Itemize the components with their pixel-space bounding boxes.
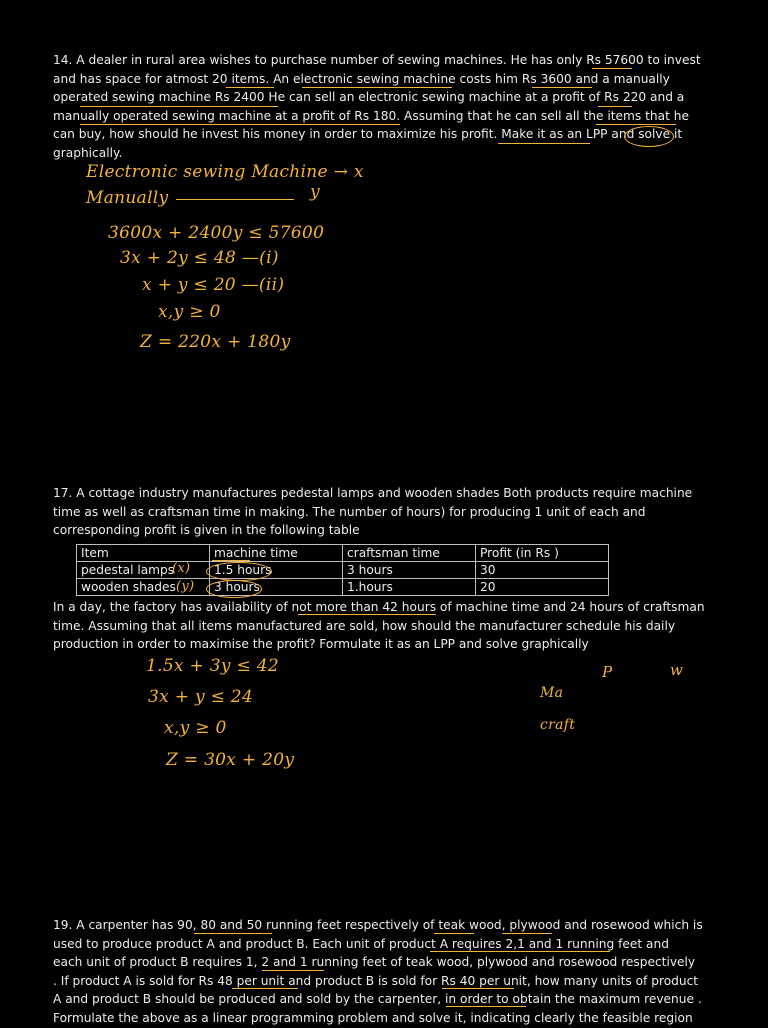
note-manually: Manually [86,188,169,208]
table-header-row [77,545,609,562]
table-cell: 30 [476,562,609,579]
note-craft: craft [540,717,576,733]
table-cell: wooden shades [77,579,210,596]
header-cell: Item [77,545,210,562]
q19-line: 19. A carpenter has 90, 80 and 50 running feet respectively of teak wood, plywood and rosewood which is [53,918,703,932]
table-row [77,579,609,596]
table-cell: 3 hours [343,562,476,579]
q17-line: production in order to maximise the profit? Formulate it as an LPP and solve graphically [53,637,589,652]
underline-mark [446,1006,526,1007]
non-negativity: x,y ≥ 0 [164,718,227,738]
question-17-intro [53,484,693,540]
objective-function: Z = 220x + 180y [140,332,291,352]
note-w: w [670,661,684,679]
note-p: P [602,663,613,681]
underline-mark [194,933,272,934]
question-17-outro [53,598,705,654]
constraint-ii: x + y ≤ 20 —(ii) [142,275,285,295]
underline-mark [596,124,676,125]
constraint-i: 3x + 2y ≤ 48 —(i) [120,248,279,268]
q19-line: each unit of product B requires 1, 2 and 1 running feet of teak wood, plywood and rosewood respectively [53,955,696,970]
constraint-cost: 3600x + 2400y ≤ 57600 [108,223,325,243]
underline-mark [434,933,474,934]
q14-line: operated sewing machine Rs 2400 He can sell an electronic sewing machine at a profit of Rs 220 and a [53,90,685,105]
underline-mark [302,87,452,88]
q19-line: A and product B should be produced and sold by the carpenter, in order to obtain the maximum revenue . [53,992,702,1007]
circle-mark [624,126,674,147]
header-cell: craftsman time [343,545,476,562]
underline-mark [498,143,590,144]
q17-line: In a day, the factory has availability of not more than 42 hours of machine time and 24 hours of craftsman [53,600,705,614]
underline-mark [232,988,298,989]
note-electronic: Electronic sewing Machine → x [86,162,364,182]
non-negativity: x,y ≥ 0 [158,302,221,322]
underline-mark [226,87,274,88]
q19-line: Formulate the above as a linear programming problem and solve it, indicating clearly the feasible region [53,1010,693,1025]
table-cell: 20 [476,579,609,596]
table-cell: 1.hours [343,579,476,596]
header-cell: Profit (in Rs ) [476,545,609,562]
underline-mark [442,988,514,989]
left-margin [0,0,26,1024]
right-margin [742,0,768,1024]
objective-function: Z = 30x + 20y [166,750,295,770]
underline-mark [592,68,632,69]
q17-line: time. Assuming that all items manufactured are sold, how should the manufacturer schedule his daily [53,618,676,633]
table-cell: pedestal lamps [77,562,210,579]
tag-y: (y) [176,579,195,594]
q19-line: . If product A is sold for Rs 48 per unit and product B is sold for Rs 40 per unit, how many units of product [53,973,699,988]
table-cell: 3 hours [210,579,343,596]
underline-mark [80,124,380,125]
table-cell: 1.5 hours [210,562,343,579]
q17-line: corresponding profit is given in the following table [53,523,360,538]
q19-line: used to produce product A and product B. Each unit of product A requires 2,1 and 1 running feet and [53,936,669,951]
underline-mark [360,124,400,125]
underline-mark [532,87,592,88]
question-19-text [53,916,703,1028]
q14-line: can buy, how should he invest his money in order to maximize his profit. Make it as an LPP and solve it [53,127,683,142]
circle-mark [206,562,272,581]
arrow-line [176,199,294,200]
table-row [77,562,609,579]
circle-mark [206,580,262,598]
q14-line: graphically. [53,145,123,160]
q14-line: 14. A dealer in rural area wishes to purchase number of sewing machines. He has only Rs 57600 to invest [53,53,701,67]
note-ma: Ma [540,685,564,701]
underline-mark [598,106,632,107]
header-cell: machine time [210,545,343,562]
constraint-craftsman: 3x + y ≤ 24 [148,687,254,707]
q14-line: manually operated sewing machine at a profit of Rs 180. Assuming that he can sell all the items that he [53,108,689,123]
q17-line: 17. A cottage industry manufactures pedestal lamps and wooden shades Both products require machine [53,486,693,500]
underline-mark [502,933,552,934]
data-table [76,544,609,596]
underline-mark [212,560,250,561]
constraint-machine: 1.5x + 3y ≤ 42 [146,656,279,676]
underline-mark [262,970,324,971]
tag-x: (x) [172,561,191,576]
underline-mark [298,614,436,615]
q17-line: time as well as craftsman time in making. The number of hours) for producing 1 unit of each and [53,504,646,519]
q14-line: and has space for atmost 20 items. An electronic sewing machine costs him Rs 3600 and a manually [53,71,670,86]
underline-mark [80,106,278,107]
underline-mark [430,951,610,952]
note-y: y [310,182,320,202]
